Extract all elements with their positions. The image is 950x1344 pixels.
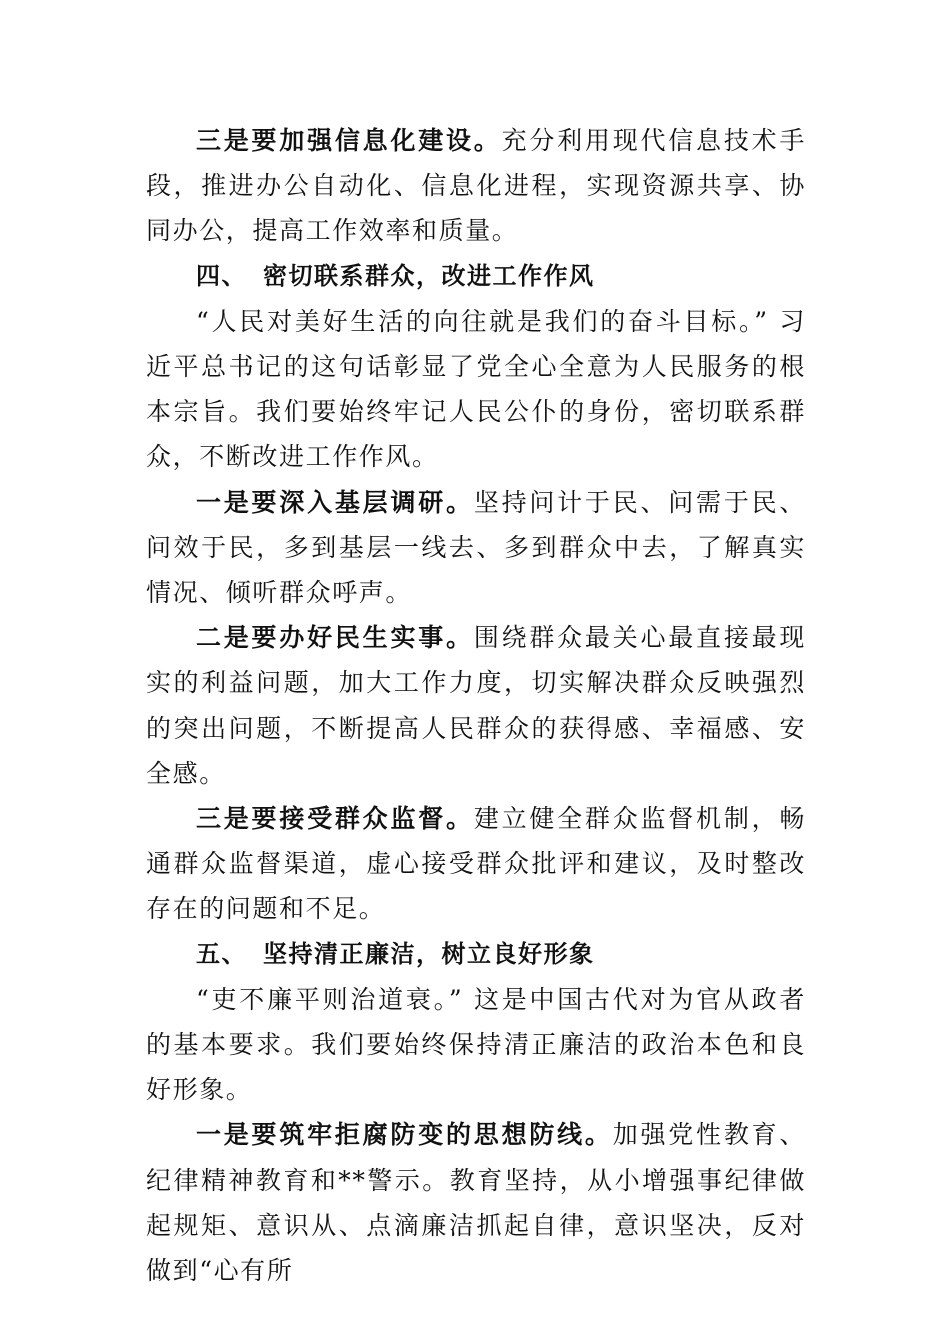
paragraph-intro-people [146,299,806,480]
paragraph-grassroots-research [146,480,806,616]
paragraph-text: 坚持问计于民、问需于民、问效于民，多到基层一线去、多到群众中去，了解真实情况、倾听群众呼声。 [146,487,806,608]
paragraph-text: 充分利用现代信息技术手段，推进办公自动化、信息化进程，实现资源共享、协同办公，提高工作效率和质量。 [146,126,806,246]
section-heading-5 [146,932,806,977]
paragraph-text: “吏不廉平则治道衰。” 这是中国古代对为官从政者的基本要求。我们要始终保持清正廉洁的政治本色和良好形象。 [146,984,806,1105]
paragraph-text: 围绕群众最关心最直接最现实的利益问题，加大工作力度，切实解决群众反映强烈的突出问题，不断提高人民群众的获得感、幸福感、安全感。 [146,623,806,788]
paragraph-info-construction [146,118,806,254]
paragraph-supervision [146,796,806,932]
paragraph-intro-integrity [146,977,806,1113]
section-heading-4 [146,254,806,299]
section-number: 四、 [196,261,247,290]
section-title: 密切联系群众，改进工作作风 [263,261,595,290]
paragraph-anti-corruption [146,1112,806,1293]
document-body [146,118,806,1293]
paragraph-text: 建立健全群众监督机制，畅通群众监督渠道，虚心接受群众批评和建议，及时整改存在的问题和不足。 [146,804,806,924]
paragraph-lead: 二是要办好民生实事。 [196,623,474,653]
paragraph-text: “人民对美好生活的向往就是我们的奋斗目标。” 习近平总书记的这句话彰显了党全心全意为人民服务的根本宗旨。我们要始终牢记人民公仆的身份，密切联系群众，不断改进工作作风。 [146,306,806,472]
paragraph-lead: 一是要深入基层调研。 [196,487,474,517]
section-number: 五、 [196,939,247,968]
paragraph-lead: 一是要筑牢拒腐防变的思想防线。 [196,1120,613,1150]
paragraph-lead: 三是要接受群众监督。 [196,804,474,834]
section-title: 坚持清正廉洁，树立良好形象 [263,939,595,968]
paragraph-text: 加强党性教育、纪律精神教育和**警示。教育坚持，从小增强事纪律做起规矩、意识从、点滴廉洁抓起自律，意识坚决，反对做到“心有所 [146,1120,806,1286]
paragraph-lead: 三是要加强信息化建设。 [196,126,502,155]
paragraph-livelihood [146,615,806,796]
